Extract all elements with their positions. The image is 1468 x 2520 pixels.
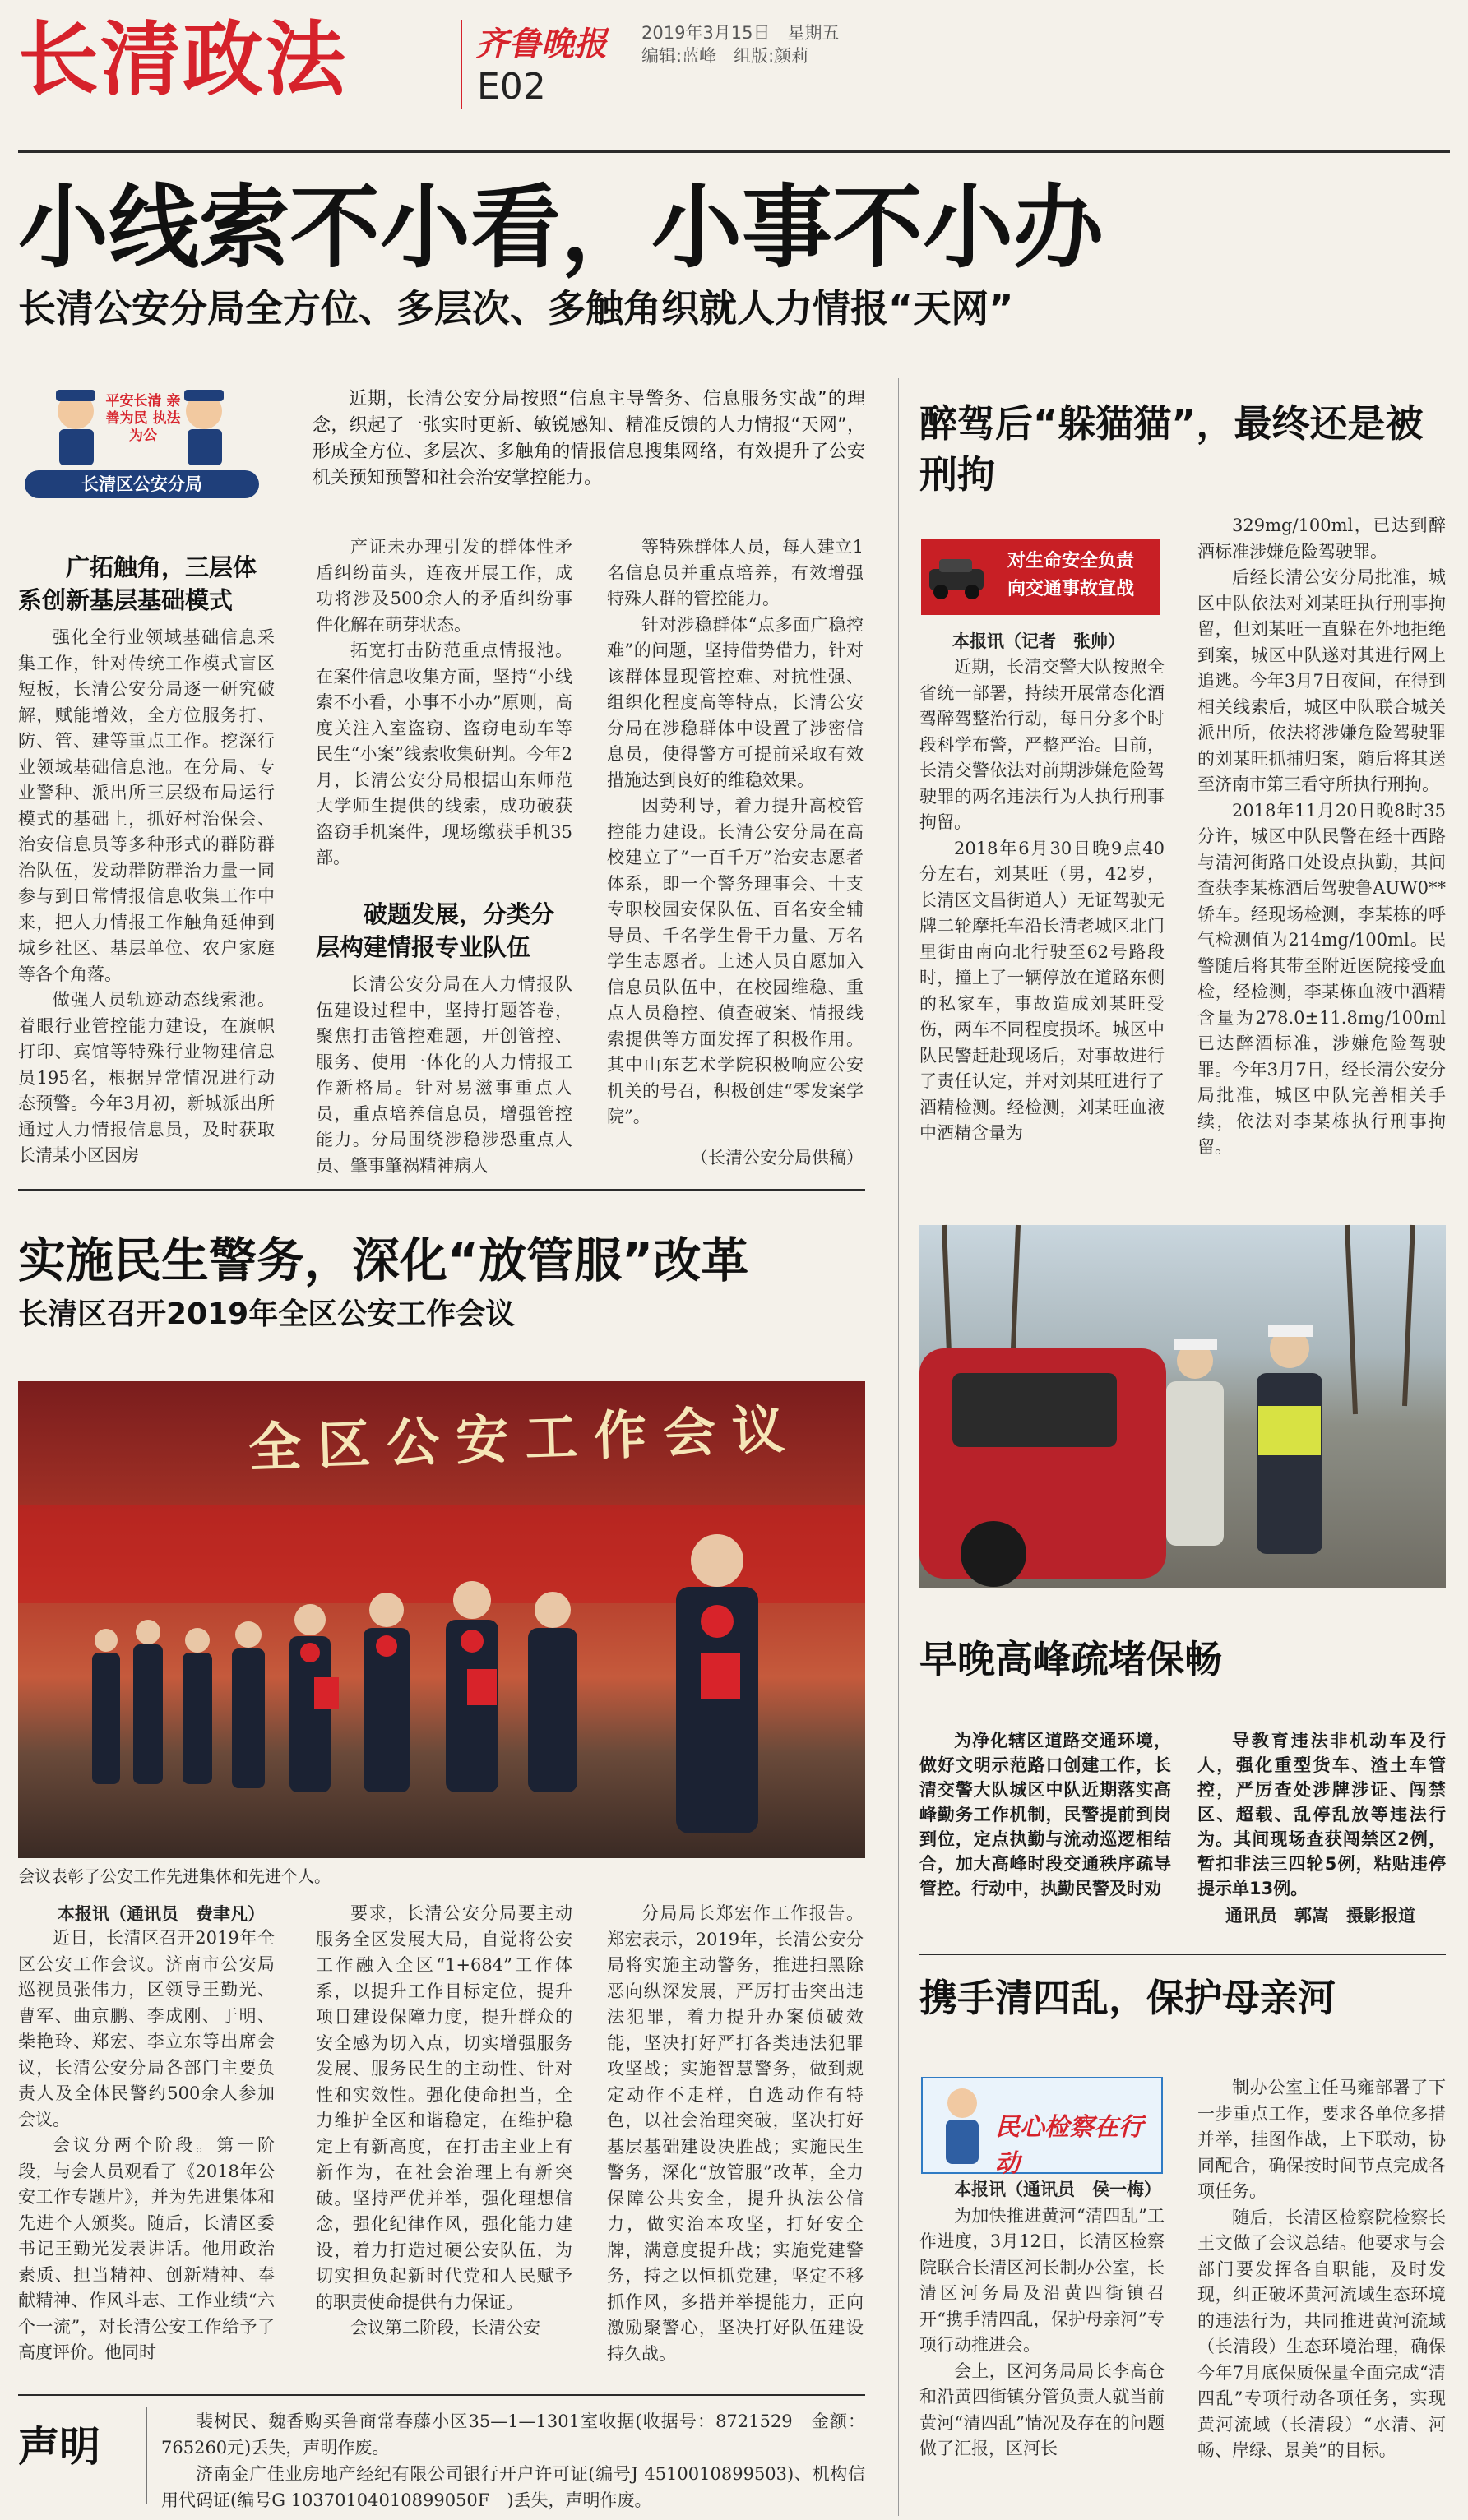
lead-column-2-top: 产证未办理引发的群体性矛盾纠纷苗头，连夜开展工作，成功将涉及500余人的矛盾纠纷事件化解在萌芽状态。 拓宽打击防范重点情报池。在案件信息收集方面，坚持“小线索不小看，小事不小办”原则，高度关注入室盗窃、盗窃电动车等民生“小案”线索收集研判。今年2月，长清公安分局根据山东师范大学师生提供的线索，成功破获盗窃手机案件，现场缴获手机35部。 (316, 537, 572, 867)
lead-subhead-2: 破题发展，分类分层构建情报专业队伍 (316, 900, 555, 961)
traffic-photo (919, 1225, 1446, 1588)
lead-column-3: 等特殊群体人员，每人建立1名信息员并重点培养，有效增强特殊人群的管控能力。 针对涉稳群体“点多面广稳控难”的问题，坚持借势借力，针对该群体显现管控难、对抗性强、组织化程度高等特点，长清公安分局在涉稳群体中设置了涉密信息员，使得警方可提前采取有效措施达到良好的维稳效果。 因势利导，着力提升高校管控能力建设。长清公安分局在高校建立了“一百千万”治安志愿者体系，即一个警务理事会、十支专职校园安保队伍、百名安全辅导员、千名学生骨干力量、万名学生志愿者。上述人员自愿加入信息员队伍中，在校园维稳、重点人员稳控、偵查破案、情报线索提供等方面发挥了积极作用。其中山东艺术学院积极响应公安机关的号召，积极创建“零发案学院”。 (607, 537, 864, 1126)
river-headline: 携手清四乱，保护母亲河 (919, 1976, 1336, 2020)
lead-intro: 近期，长清公安分局按照“信息主导警务、信息服务实战”的理念，织起了一张实时更新、敏锐感知、精准反馈的人力情报“天网”，形成全方位、多层次、多触角的情报信息搜集网络，有效提升了公安机关预知预警和社会治安掌控能力。 (313, 389, 865, 488)
meeting-photo (18, 1381, 865, 1858)
dui-byline: 本报讯（记者 张帅） (952, 631, 1125, 651)
meeting-column-1: 近日，长清区召开2019年全区公安工作会议。济南市公安局巡视员张伟力，区领导王勤光、曹军、曲京鹏、李成刚、于明、柴艳玲、郑宏、李立东等出席会议，长清公安分局各部门主要负责人及全体民警约500余人参加会议。 会议分两个阶段。第一阶段，与会人员观看了《2018年公安工作专题片》，并为先进集体和先进个人颁奖。随后，长清区委书记王勤光发表讲话。他用政治素质、担当精神、创新精神、奉献精神、作风斗志、工作业绩“六个一流”，对长清公安工作给予了高度评价。他同时 (18, 1928, 275, 2362)
car-crash-icon (926, 551, 990, 603)
right-column-divider (898, 378, 899, 2516)
lead-headline: 小线索不小看，小事不小办 (18, 175, 1104, 280)
dui-banner (921, 539, 1160, 615)
lead-subhead-1: 广拓触角，三层体系创新基层基础模式 (18, 553, 257, 614)
traffic-column-1: 为净化辖区道路交通环境，做好文明示范路口创建工作，长清交警大队城区中队近期落实高峰勤务工作机制，民警提前到岗到位，定点执勤与流动巡逻相结合，加大高峰时段交通秩序疏导管控。行动中，执勤民警及时劝 (919, 1731, 1171, 1898)
masthead-divider (461, 20, 462, 109)
traffic-credit: 通讯员 郭嵩 摄影报道 (1225, 1906, 1415, 1926)
police-logo (25, 378, 259, 500)
river-column-a: 本报讯（通讯员 侯一梅） 为加快推进黄河“清四乱”工作进度，3月12日，长清区检察院联合长清区河长制办公室，长清区河务局及沿黄四街镇召开“携手清四乱，保护母亲河”专项行动推进会。 会上，区河务局局长李高仓和沿黄四街镇分管负责人就当前黄河“清四乱”情况及存在的问题做了汇报，区河长 (919, 2180, 1165, 2458)
lead-credit: （长清公安分局供稿） (691, 1148, 864, 1168)
masthead-editors: 编辑:蓝峰 组版:颜莉 (641, 46, 809, 66)
dui-column-a: 近期，长清交警大队按照全省统一部署，持续开展常态化酒驾醉驾整治行动，每日分多个时段科学布警，严整严治。目前，长清交警依法对前期涉嫌危险驾驶罪的两名违法行为人执行刑事拘留。 2018年6月30日晚9点40分左右，刘某旺（男，42岁，长清区文昌街道人）无证驾驶无牌二轮摩托车沿长清老城区北门里街由南向北行驶至62号路段时，撞上了一辆停放在道路东侧的私家车，事故造成刘某旺受伤，两车不同程度损坏。城区中队民警赶赴现场后，对事故进行了责任认定，并对刘某旺进行了酒精检测。经检测，刘某旺血液中酒精含量为 (919, 657, 1165, 1143)
traffic-bottom-rule (919, 1954, 1446, 1955)
river-logo-text: 民心检察在行动 (995, 2113, 1143, 2178)
lead-column-1: 强化全行业领域基础信息采集工作，针对传统工作模式盲区短板，长清公安分局逐一研究破解，赋能增效，全方位服务打、防、管、建等重点工作。挖深行业领域基础信息池。在分局、专业警种、派出所三层级布局运行模式的基础上，抓好村治保会、治安信息员等多种形式的群防群治队伍，发动群防群治力量一同参与到日常情报信息收集工作中来，把人力情报工作触角延伸到城乡社区、基层单位、农户家庭等各个角落。 做强人员轨迹动态线索池。着眼行业管控能力建设，在旗帜打印、宾馆等特殊行业物建信息员195名，根据异常情况进行动态预警。今年3月初，新城派出所通过人力情报信息员，及时获取长清某小区因房 (18, 627, 275, 1165)
notice-divider (146, 2407, 147, 2504)
dui-banner-text: 对生命安全负责 向交通事故宣战 (1007, 551, 1153, 599)
notice-title: 声明 (18, 2423, 100, 2471)
masthead-page-number: E02 (477, 66, 546, 108)
traffic-column-2: 导教育违法非机动车及行人，强化重型货车、渣土车管控，严厉查处涉牌涉证、闯禁区、超载、乱停乱放等违法行为。其间现场查获闯禁区2例，暂扣非法三四轮5例，粘贴违停提示单13例。 (1197, 1731, 1446, 1898)
meeting-column-3: 分局局长郑宏作工作报告。郑宏表示，2019年，长清公安分局将实施主动警务，推进扫黑除恶向纵深发展，严厉打击突出违法犯罪，着力提升办案侦破效能，坚决打好严打各类违法犯罪攻坚战；实施智慧警务，做到规定动作不走样，自选动作有特色，以社会治理突破，坚决打好基层基础建设决胜战；实施民生警务，深化“放管服”改革，全力保障公共安全，提升执法公信力，做实治本攻坚，打好安全牌，满意度提升战；实施党建警务，持之以恒抓党建，坚定不移抓作风，多措并举提能力，正向激励聚警心，坚决打好队伍建设持久战。 (607, 1903, 864, 2364)
meeting-byline: 本报讯（通讯员 费聿凡） (58, 1904, 265, 1924)
award-ceremony-people-icon (18, 1381, 865, 1858)
meeting-photo-caption: 会议表彰了公安工作先进集体和先进个人。 (18, 1866, 331, 1886)
meeting-headline: 实施民生警务，深化“放管服”改革 (18, 1232, 749, 1288)
traffic-police-scene-icon (919, 1225, 1446, 1588)
meeting-subheadline: 长清区召开2019年全区公安工作会议 (18, 1297, 516, 1331)
river-byline: 本报讯（通讯员 侯一梅） (954, 2180, 1161, 2199)
police-logo-org: 长清区公安分局 (25, 470, 259, 498)
lead-column-2-bottom: 长清公安分局在人力情报队伍建设过程中，坚持打题答卷，聚焦打击管控难题，开创管控、服务、使用一体化的人力情报工作新格局。针对易滋事重点人员，重点培养信息员，增强管控能力。分局围绕涉稳涉恐重点人员、肇事肇祸精神病人 (316, 974, 572, 1176)
dui-headline: 醉驾后“躲猫猫”，最终还是被刑拘 (919, 401, 1424, 497)
meeting-photo-banner: 全区公安工作会议 (248, 1399, 803, 1480)
prosecutor-figure-icon (929, 2083, 995, 2169)
masthead-section: 长清政法 (18, 13, 348, 107)
meeting-column-2: 要求，长清公安分局要主动服务全区发展大局，自觉将公安工作融入全区“1+684”工作体系，以提升工作目标定位，提升项目建设保障力度，提升群众的安全感为切入点，切实增强服务发展、服务民生的主动性、针对性和实效性。强化使命担当，全力维护全区和谐稳定，在维护稳定上有新高度，在打击主业上有新作为，在社会治理上有新突破。坚持严优并举，强化理想信念，强化纪律作风，强化能力建设，着力打造过硬公安队伍，为切实担负起新时代党和人民赋予的职责使命提供有力保证。 会议第二阶段，长清公安 (316, 1903, 572, 2337)
dui-column-b: 329mg/100ml，已达到醉酒标准涉嫌危险驾驶罪。 后经长清公安分局批准，城区中队依法对刘某旺执行刑事拘留，但刘某旺一直躲在外地拒绝到案，城区中队遂对其进行网上追逃。今年3月7日夜间，在得到相关线索后，城区中队联合城关派出所，依法将涉嫌危险驾驶罪的刘某旺抓捕归案，随后将其送至济南市第三看守所执行刑拘。 2018年11月20日晚8时35分许，城区中队民警在经十西路与清河街路口处设点执勤，其间查获李某栋酒后驾驶鲁AUW0**轿车。经现场检测，李某栋的呼气检测值为214mg/100ml。民警随后将其带至附近医院接受血检，经检测，李某栋血液中酒精含量为278.0±11.8mg/100ml已达醉酒标准，涉嫌危险驾驶罪。今年3月7日，经长清公安分局批准，城区中队完善相关手续，依法对李某栋执行刑事拘留。 (1197, 516, 1446, 1157)
lead-bottom-rule (18, 1189, 865, 1191)
notice-top-rule (18, 2394, 865, 2396)
river-logo (921, 2077, 1163, 2178)
lead-subheadline: 长清公安分局全方位、多层次、多触角织就人力情报“天网” (18, 286, 1014, 331)
notice-line-2: 济南金广佳业房地产经纪有限公司银行开户许可证(编号J 4510010899503)、机构信用代码证(编号G 10370104010899050F )丢失，声明作废。 (161, 2464, 865, 2510)
river-column-b: 制办公室主任马雍部署了下一步重点工作，要求各单位多措并举，挂图作战，上下联动，协同配合，确保按时间节点完成各项任务。 随后，长清区检察院检察长王文做了会议总结。他要求与会部门要发挥各自职能，及时发现，纠正破坏黄河流域生态环境的违法行为，共同推进黄河流域（长清段）生态环境治理，确保今年7月底保质保量全面完成“清四乱”专项行动各项任务，实现黄河流域（长清段）“水清、河畅、岸绿、景美”的目标。 (1197, 2078, 1446, 2460)
masthead-rule (18, 150, 1450, 153)
notice-line-1: 裴树民、魏香购买鲁商常春藤小区35—1—1301室收据(收据号：8721529 金额：765260元)丢失，声明作废。 (161, 2411, 865, 2458)
masthead-date: 2019年3月15日 星期五 (641, 23, 840, 43)
traffic-headline: 早晚高峰疏堵保畅 (919, 1637, 1222, 1681)
police-logo-slogan: 平安长清 亲善为民 执法为公 (105, 393, 181, 444)
masthead-paper-name: 齐鲁晚报 (475, 25, 607, 63)
